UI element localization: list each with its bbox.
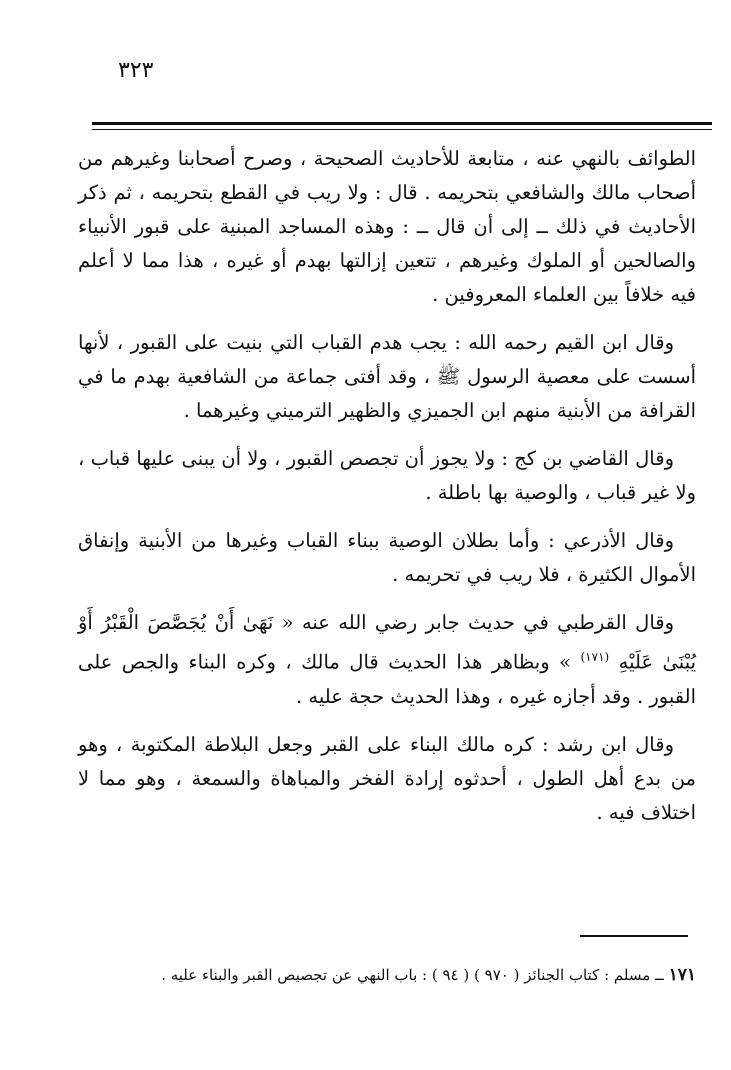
footnote-number: ١٧١ <box>668 965 696 985</box>
footnote-rule <box>580 935 688 937</box>
header-rule <box>92 122 712 125</box>
header-rule-thin <box>92 129 712 130</box>
paragraph: وقال ابن رشد : كره مالك البناء على القبر وجعل البلاطة المكتوبة ، وهو من بدع أهل الطول ، أحدثوه إرادة الفخر والمباهاة والسمعة ، وهو مما لا اختلاف فيه . <box>78 732 696 824</box>
footnote-text: ــ مسلم : كتاب الجنائز ( ٩٧٠ ) ( ٩٤ ) : باب النهي عن تجصيص القبر والبناء عليه . <box>161 966 664 984</box>
footnote <box>78 960 696 990</box>
footnote-reference[interactable]: (١٧١) <box>580 650 610 664</box>
body-text <box>78 142 696 844</box>
paragraph: وقال الأذرعي : وأما بطلان الوصية ببناء القباب وغيرها من الأبنية وإنفاق الأموال الكثيرة ، فلا ريب في تحريمه . <box>78 529 696 586</box>
qurtubi-text-after: » وبظاهر هذا الحديث قال مالك ، وكره البناء والجص على القبور . وقد أجازه غيره ، وهذا الحديث حجة عليه . <box>78 650 696 708</box>
paragraph: وقال القاضي بن كج : ولا يجوز أن تجصص القبور ، ولا أن يبنى عليها قباب ، ولا غير قباب ، والوصية بها باطلة . <box>78 447 696 504</box>
page-number: ٣٢٣ <box>118 58 154 83</box>
qurtubi-text-before: وقال القرطبي في حديث جابر رضي الله عنه « نَهَىٰ أَنْ يُجَصَّصَ الْقَبْرُ أَوْ يُبْنَىٰ عَلَيْهِ <box>78 611 697 674</box>
paragraph-qurtubi <box>78 606 696 714</box>
paragraph: الطوائف بالنهي عنه ، متابعة للأحاديث الصحيحة ، وصرح أصحابنا وغيرهم من أصحاب مالك والشافعي بتحريمه . قال : ولا ريب في القطع بتحريمه ، ثم ذكر الأحاديث في ذلك ــ إلى أن قال ــ : وهذه المساجد المبنية على قبور الأنبياء والصالحين أو الملوك وغيرهم ، تتعين إزالتها بهدم أو غيره ، هذا مما لا أعلم فيه خلافاً بين العلماء المعروفين . <box>78 147 696 306</box>
paragraph: وقال ابن القيم رحمه الله : يجب هدم القباب التي بنيت على القبور ، لأنها أسست على معصية الرسول ﷺ ، وقد أفتى جماعة من الشافعية بهدم ما في القرافة من الأبنية منهم ابن الجميزي والظهير الترميني وغيرهما . <box>78 331 696 422</box>
